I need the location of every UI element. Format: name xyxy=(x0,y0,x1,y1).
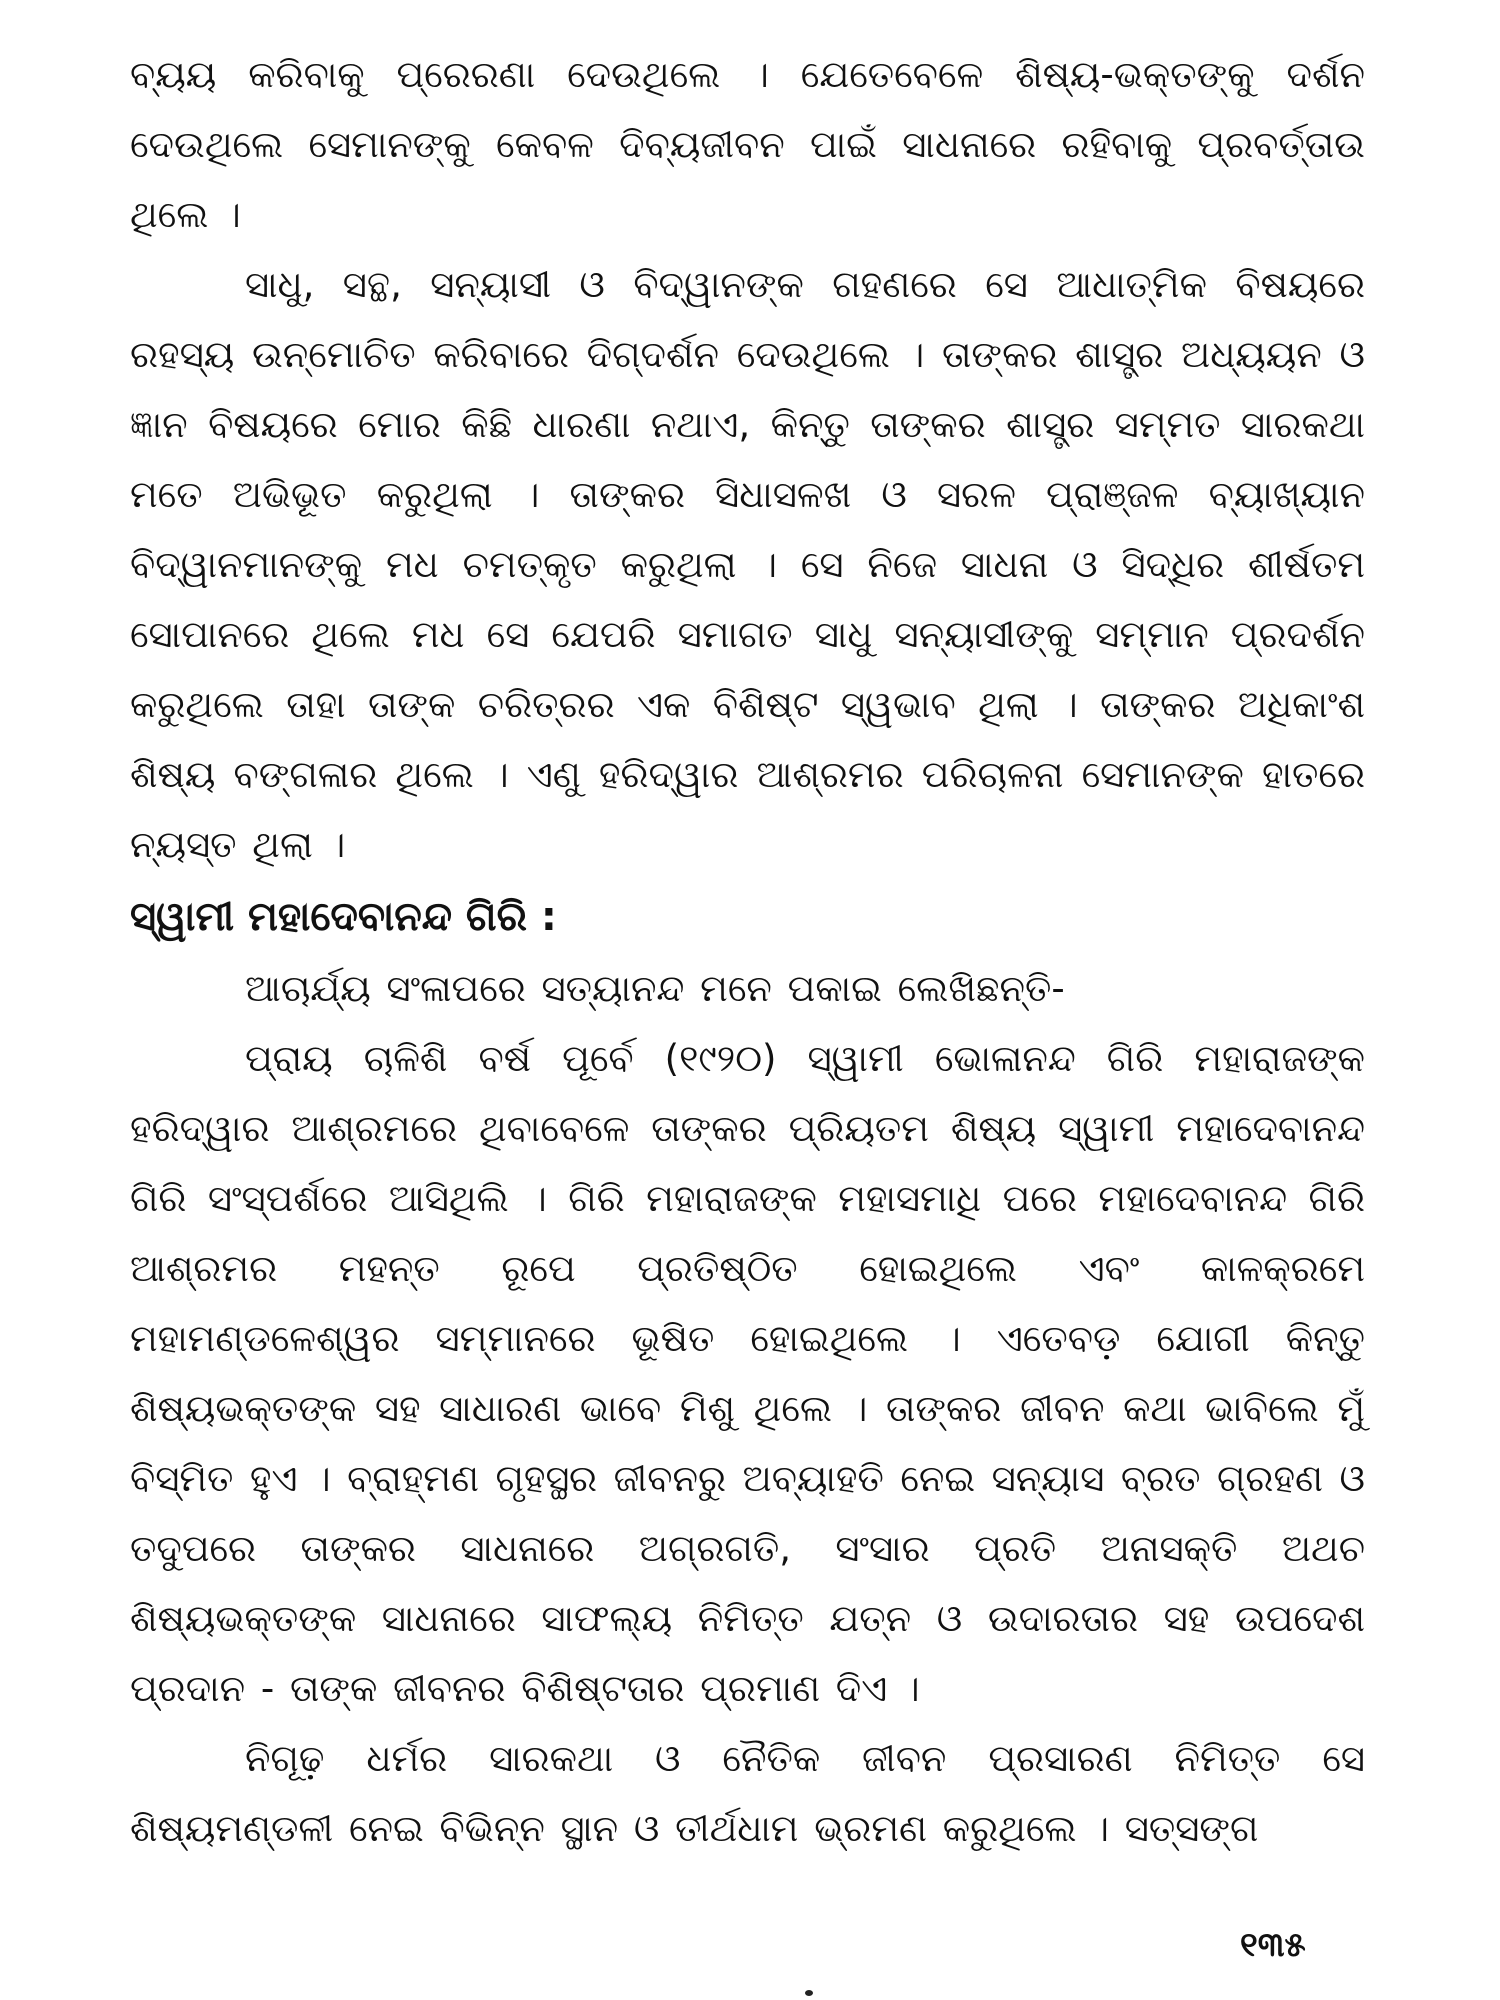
section-heading: ସ୍ୱାମୀ ମହାଦେବାନନ୍ଦ ଗିରି : xyxy=(130,894,557,940)
paragraph-sages: ସାଧୁ, ସନ୍ଥ, ସନ୍ୟାସୀ ଓ ବିଦ୍ୱାନଙ୍କ ଗହଣରେ ସେ ଆଧାତ୍ମିକ ବିଷୟରେ ରହସ୍ୟ ଉନ୍ମୋଚିତ କରିବାରେ ଦିଗ୍‌ଦର୍ଶନ ଦେଉଥିଲେ । ତାଙ୍କର ଶାସ୍ତ୍ର ଅଧ୍ୟୟନ ଓ ଜ୍ଞାନ ବିଷୟରେ ମୋର କିଛି ଧାରଣା ନଥାଏ, କିନ୍ତୁ ତାଙ୍କର ଶାସ୍ତ୍ର ସମ୍ମତ ସାରକଥା ମତେ ଅଭିଭୂତ କରୁଥିଲା । ତାଙ୍କର ସିଧାସଳଖ ଓ ସରଳ ପ୍ରାଞ୍ଜଳ ବ୍ୟାଖ୍ୟାନ ବିଦ୍ୱାନମାନଙ୍କୁ ମଧ ଚମତ୍କୃତ କରୁଥିଲା । ସେ ନିଜେ ସାଧନା ଓ ସିଦ୍ଧିର ଶୀର୍ଷତମ ସୋପାନରେ ଥିଲେ ମଧ ସେ ଯେପରି ସମାଗତ ସାଧୁ ସନ୍ୟାସୀଙ୍କୁ ସମ୍ମାନ ପ୍ରଦର୍ଶନ କରୁଥିଲେ ତାହା ତାଙ୍କ ଚରିତ୍ରର ଏକ ବିଶିଷ୍ଟ ସ୍ୱଭାବ ଥିଲା । ତାଙ୍କର ଅଧିକାଂଶ ଶିଷ୍ୟ ବଙ୍ଗଳାର ଥିଲେ । ଏଣୁ ହରିଦ୍ୱାର ଆଶ୍ରମର ପରିଚାଳନା ସେମାନଙ୍କ ହାତରେ ନ୍ୟସ୍ତ ଥିଲା । xyxy=(130,263,1365,866)
bottom-mark xyxy=(805,1990,813,1996)
page-number: ୧୩୫ xyxy=(1240,1925,1306,1965)
paragraph-travels: ନିଗୂଢ଼ ଧର୍ମର ସାରକଥା ଓ ନୈତିକ ଜୀବନ ପ୍ରସାରଣ ନିମିତ୍ତ ସେ ଶିଷ୍ୟମଣ୍ଡଳୀ ନେଇ ବିଭିନ୍ନ ସ୍ଥାନ ଓ ତୀର୍ଥଧାମ ଭ୍ରମଣ କରୁଥିଲେ । ସତ୍‌ସଙ୍ଗ xyxy=(130,1737,1365,1850)
page-body xyxy=(130,40,1365,1960)
paragraph-continuation: ବ୍ୟୟ କରିବାକୁ ପ୍ରେରଣା ଦେଉଥିଲେ । ଯେତେବେଳେ ଶିଷ୍ୟ-ଭକ୍ତଙ୍କୁ ଦର୍ଶନ ଦେଉଥିଲେ ସେମାନଙ୍କୁ କେବଳ ଦିବ୍ୟଜୀବନ ପାଇଁ ସାଧନାରେ ରହିବାକୁ ପ୍ରବର୍ତ୍ତାଉ ଥିଲେ । xyxy=(130,53,1365,236)
paragraph-intro: ଆଚାର୍ଯ୍ୟ ସଂଳାପରେ ସତ୍ୟାନନ୍ଦ ମନେ ପକାଇ ଲେଖିଛନ୍ତି- xyxy=(245,967,1065,1010)
paragraph-recollection: ପ୍ରାୟ ଚାଳିଶି ବର୍ଷ ପୂର୍ବେ (୧୯୨୦) ସ୍ୱାମୀ ଭୋଳାନନ୍ଦ ଗିରି ମହାରାଜଙ୍କ ହରିଦ୍ୱାର ଆଶ୍ରମରେ ଥିବାବେଳେ ତାଙ୍କର ପ୍ରିୟତମ ଶିଷ୍ୟ ସ୍ୱାମୀ ମହାଦେବାନନ୍ଦ ଗିରି ସଂସ୍ପର୍ଶରେ ଆସିଥିଲି । ଗିରି ମହାରାଜଙ୍କ ମହାସମାଧି ପରେ ମହାଦେବାନନ୍ଦ ଗିରି ଆଶ୍ରମର ମହନ୍ତ ରୂପେ ପ୍ରତିଷ୍ଠିତ ହୋଇଥିଲେ ଏବଂ କାଳକ୍ରମେ ମହାମଣ୍ଡଳେଶ୍ୱର ସମ୍ମାନରେ ଭୂଷିତ ହୋଇଥିଲେ । ଏତେବଡ଼ ଯୋଗୀ କିନ୍ତୁ ଶିଷ୍ୟଭକ୍ତଙ୍କ ସହ ସାଧାରଣ ଭାବେ ମିଶୁ ଥିଲେ । ତାଙ୍କର ଜୀବନ କଥା ଭାବିଲେ ମୁଁ ବିସ୍ମିତ ହୁଏ । ବ୍ରାହ୍ମଣ ଗୃହସ୍ଥର ଜୀବନରୁ ଅବ୍ୟାହତି ନେଇ ସନ୍ୟାସ ବ୍ରତ ଗ୍ରହଣ ଓ ତଦୁପରେ ତାଙ୍କର ସାଧନାରେ ଅଗ୍ରଗତି, ସଂସାର ପ୍ରତି ଅନାସକ୍ତି ଅଥଚ ଶିଷ୍ୟଭକ୍ତଙ୍କ ସାଧନାରେ ସାଫଲ୍ୟ ନିମିତ୍ତ ଯତ୍ନ ଓ ଉଦାରତାର ସହ ଉପଦେଶ ପ୍ରଦାନ - ତାଙ୍କ ଜୀବନର ବିଶିଷ୍ଟତାର ପ୍ରମାଣ ଦିଏ । xyxy=(130,1037,1365,1710)
